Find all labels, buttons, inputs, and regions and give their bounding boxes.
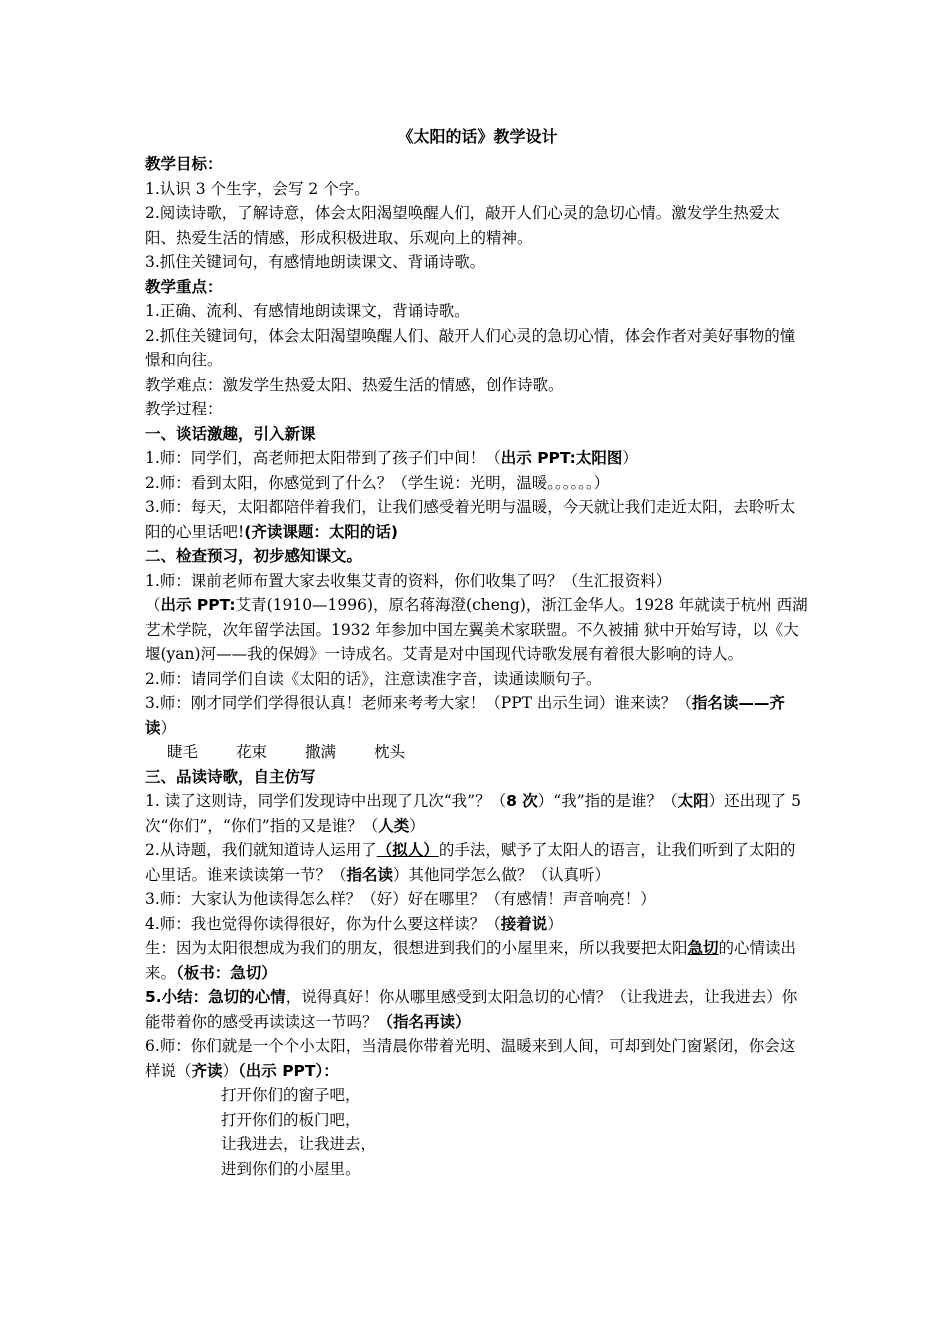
poem-line: 让我进去，让我进去，: [221, 1135, 377, 1153]
bold-span: 人类: [378, 816, 410, 835]
section2-heading: 二、检查预习，初步感知课文。: [145, 547, 363, 565]
vocab-word: 睫毛: [167, 743, 199, 761]
section2-ppt-bio: [145, 593, 810, 667]
goal-item: 3.抓住关键词句，有感情地朗读课文、背诵诗歌。: [145, 253, 486, 271]
text-span: 2.从诗题，我们就知道诗人运用了: [145, 841, 377, 859]
section3-line6: [145, 1034, 810, 1083]
document-title: 《太阳的话》教学设计: [397, 127, 558, 146]
text-span: 1. 读了这则诗，同学们发现诗中出现了几次“我”？（: [145, 792, 507, 810]
text-span: ）还出现了 5 次“你们”，“你们”指的又是谁？（: [145, 792, 801, 835]
bold-span: 太阳: [677, 792, 709, 810]
text-span: 3.师：刚才同学们学得很认真！老师来考考大家！（PPT 出示生词）谁来读？（: [145, 694, 692, 712]
section3-line3: 3.师：大家认为他读得怎么样？（好）好在哪里？（有感情！声音响亮！）: [145, 890, 656, 908]
vocab-word: 花束: [236, 743, 268, 761]
text-span: ，说得真好！你从哪里感受到太阳急切的心情？（让我进去，让我进去）你能带着你的感受再读读这一节吗？: [145, 988, 798, 1031]
text-span: ）: [622, 449, 638, 467]
section3-line4: [145, 912, 810, 937]
poem-line: 打开你们的板门吧，: [221, 1110, 361, 1129]
underlined-span: （拟人）: [376, 841, 439, 859]
text-span: 4.师：我也觉得你读得很好，你为什么要这样读？（: [145, 914, 501, 933]
underlined-span: 急切: [687, 939, 719, 957]
text-span: ）: [547, 914, 563, 933]
bold-span: (齐读课题：太阳的话): [244, 522, 398, 541]
text-span: 艾青(1910—1996)，原名蒋海澄(cheng)，浙江金华人。1928 年就读于杭州 西湖艺术学院，次年留学法国。1932 年参加中国左翼美术家联盟。不久被捕 狱中开始写诗，以《大堰(yan)河——我的保姆》一诗成名。艾青是对中国现代诗歌发展有着很大影响的诗人。: [145, 596, 808, 663]
section1-line3: [145, 495, 810, 544]
text-span: 的手法，赋予了太阳人的语言，让我们听到了太阳的心里话。谁来读读第一节？（: [145, 841, 796, 884]
bold-span: 出示 PPT:太阳图: [500, 449, 623, 467]
text-span: ）: [160, 718, 177, 737]
key-points-heading: 教学重点：: [145, 277, 223, 296]
vocab-word: 撒满: [305, 743, 337, 761]
section1-heading: 一、谈话激趣，引入新课: [145, 424, 316, 443]
section3-summary: [145, 985, 810, 1034]
section3-heading: 三、品读诗歌，自主仿写: [145, 767, 316, 786]
section3-line1: [145, 789, 810, 838]
difficulty-line: 教学难点：激发学生热爱太阳、热爱生活的情感，创作诗歌。: [145, 375, 564, 394]
vocab-words: [145, 740, 810, 765]
section2-line2: 2.师：请同学们自读《太阳的话》，注意读准字音，读通读顺句子。: [145, 669, 602, 688]
bold-span: 出示 PPT:: [160, 596, 236, 614]
text-span: 6.师：你们就是一个个小太阳，当清晨你带着光明、温暖来到人间，可却到处门窗紧闭，你会这样说（: [145, 1037, 796, 1080]
section3-student-answer: [145, 936, 810, 985]
text-span: 的心情读出来。: [145, 939, 797, 982]
bold-span: 5.小结：急切的心情: [145, 988, 286, 1006]
poem-line: 打开你们的窗子吧，: [221, 1086, 361, 1104]
section2-line3: [145, 691, 810, 740]
goals-heading: 教学目标：: [145, 155, 223, 173]
text-span: （: [145, 596, 161, 614]
bold-span: （出示 PPT）：: [238, 1061, 339, 1080]
bold-span: 齐读: [191, 1061, 223, 1080]
text-span: ）: [222, 1061, 239, 1080]
vocab-word: 枕头: [374, 743, 406, 761]
section3-line2: [145, 838, 810, 887]
bold-span: （指名再读）: [377, 1012, 471, 1031]
bold-span: 指名读——齐读: [145, 694, 785, 737]
goal-item: 1.认识 3 个生字，会写 2 个字。: [145, 179, 370, 198]
section1-line1: [145, 446, 810, 471]
poem-line: 进到你们的小屋里。: [221, 1159, 361, 1178]
bold-span: （板书：急切）: [176, 963, 277, 982]
section2-line1: 1.师：课前老师布置大家去收集艾青的资料，你们收集了吗？（生汇报资料）: [145, 571, 672, 590]
key-point-item: 1.正确、流利、有感情地朗读课文，背诵诗歌。: [145, 302, 470, 320]
section1-line2: 2.师：看到太阳，你感觉到了什么？（学生说：光明，温暖。。。。。。）: [145, 473, 610, 492]
text-span: 3.师：每天，太阳都陪伴着我们，让我们感受着光明与温暖，今天就让我们走近太阳，去聆听太阳的心里话吧!: [145, 498, 796, 541]
text-span: 1.师：同学们，高老师把太阳带到了孩子们中间！（: [145, 449, 501, 467]
text-span: 生：因为太阳很想成为我们的朋友，很想进到我们的小屋里来，所以我要把太阳: [145, 939, 688, 957]
text-span: ）其他同学怎么做？（认真听）: [393, 865, 611, 884]
bold-span: 指名读: [346, 865, 394, 884]
bold-span: 接着说: [500, 914, 548, 933]
text-span: ）: [409, 816, 425, 835]
bold-span: 8 次: [506, 792, 538, 810]
key-point-item: 2.抓住关键词句，体会太阳渴望唤醒人们、敲开人们心灵的急切心情，体会作者对美好事物的憧憬和向往。: [145, 326, 796, 369]
process-heading: 教学过程：: [145, 400, 223, 418]
document-page: [145, 120, 810, 1181]
goal-item: 2.阅读诗歌，了解诗意，体会太阳渴望唤醒人们，敲开人们心灵的急切心情。激发学生热爱太阳、热爱生活的情感，形成积极进取、乐观向上的精神。: [145, 204, 780, 247]
text-span: ）“我”指的是谁？（: [537, 792, 678, 810]
